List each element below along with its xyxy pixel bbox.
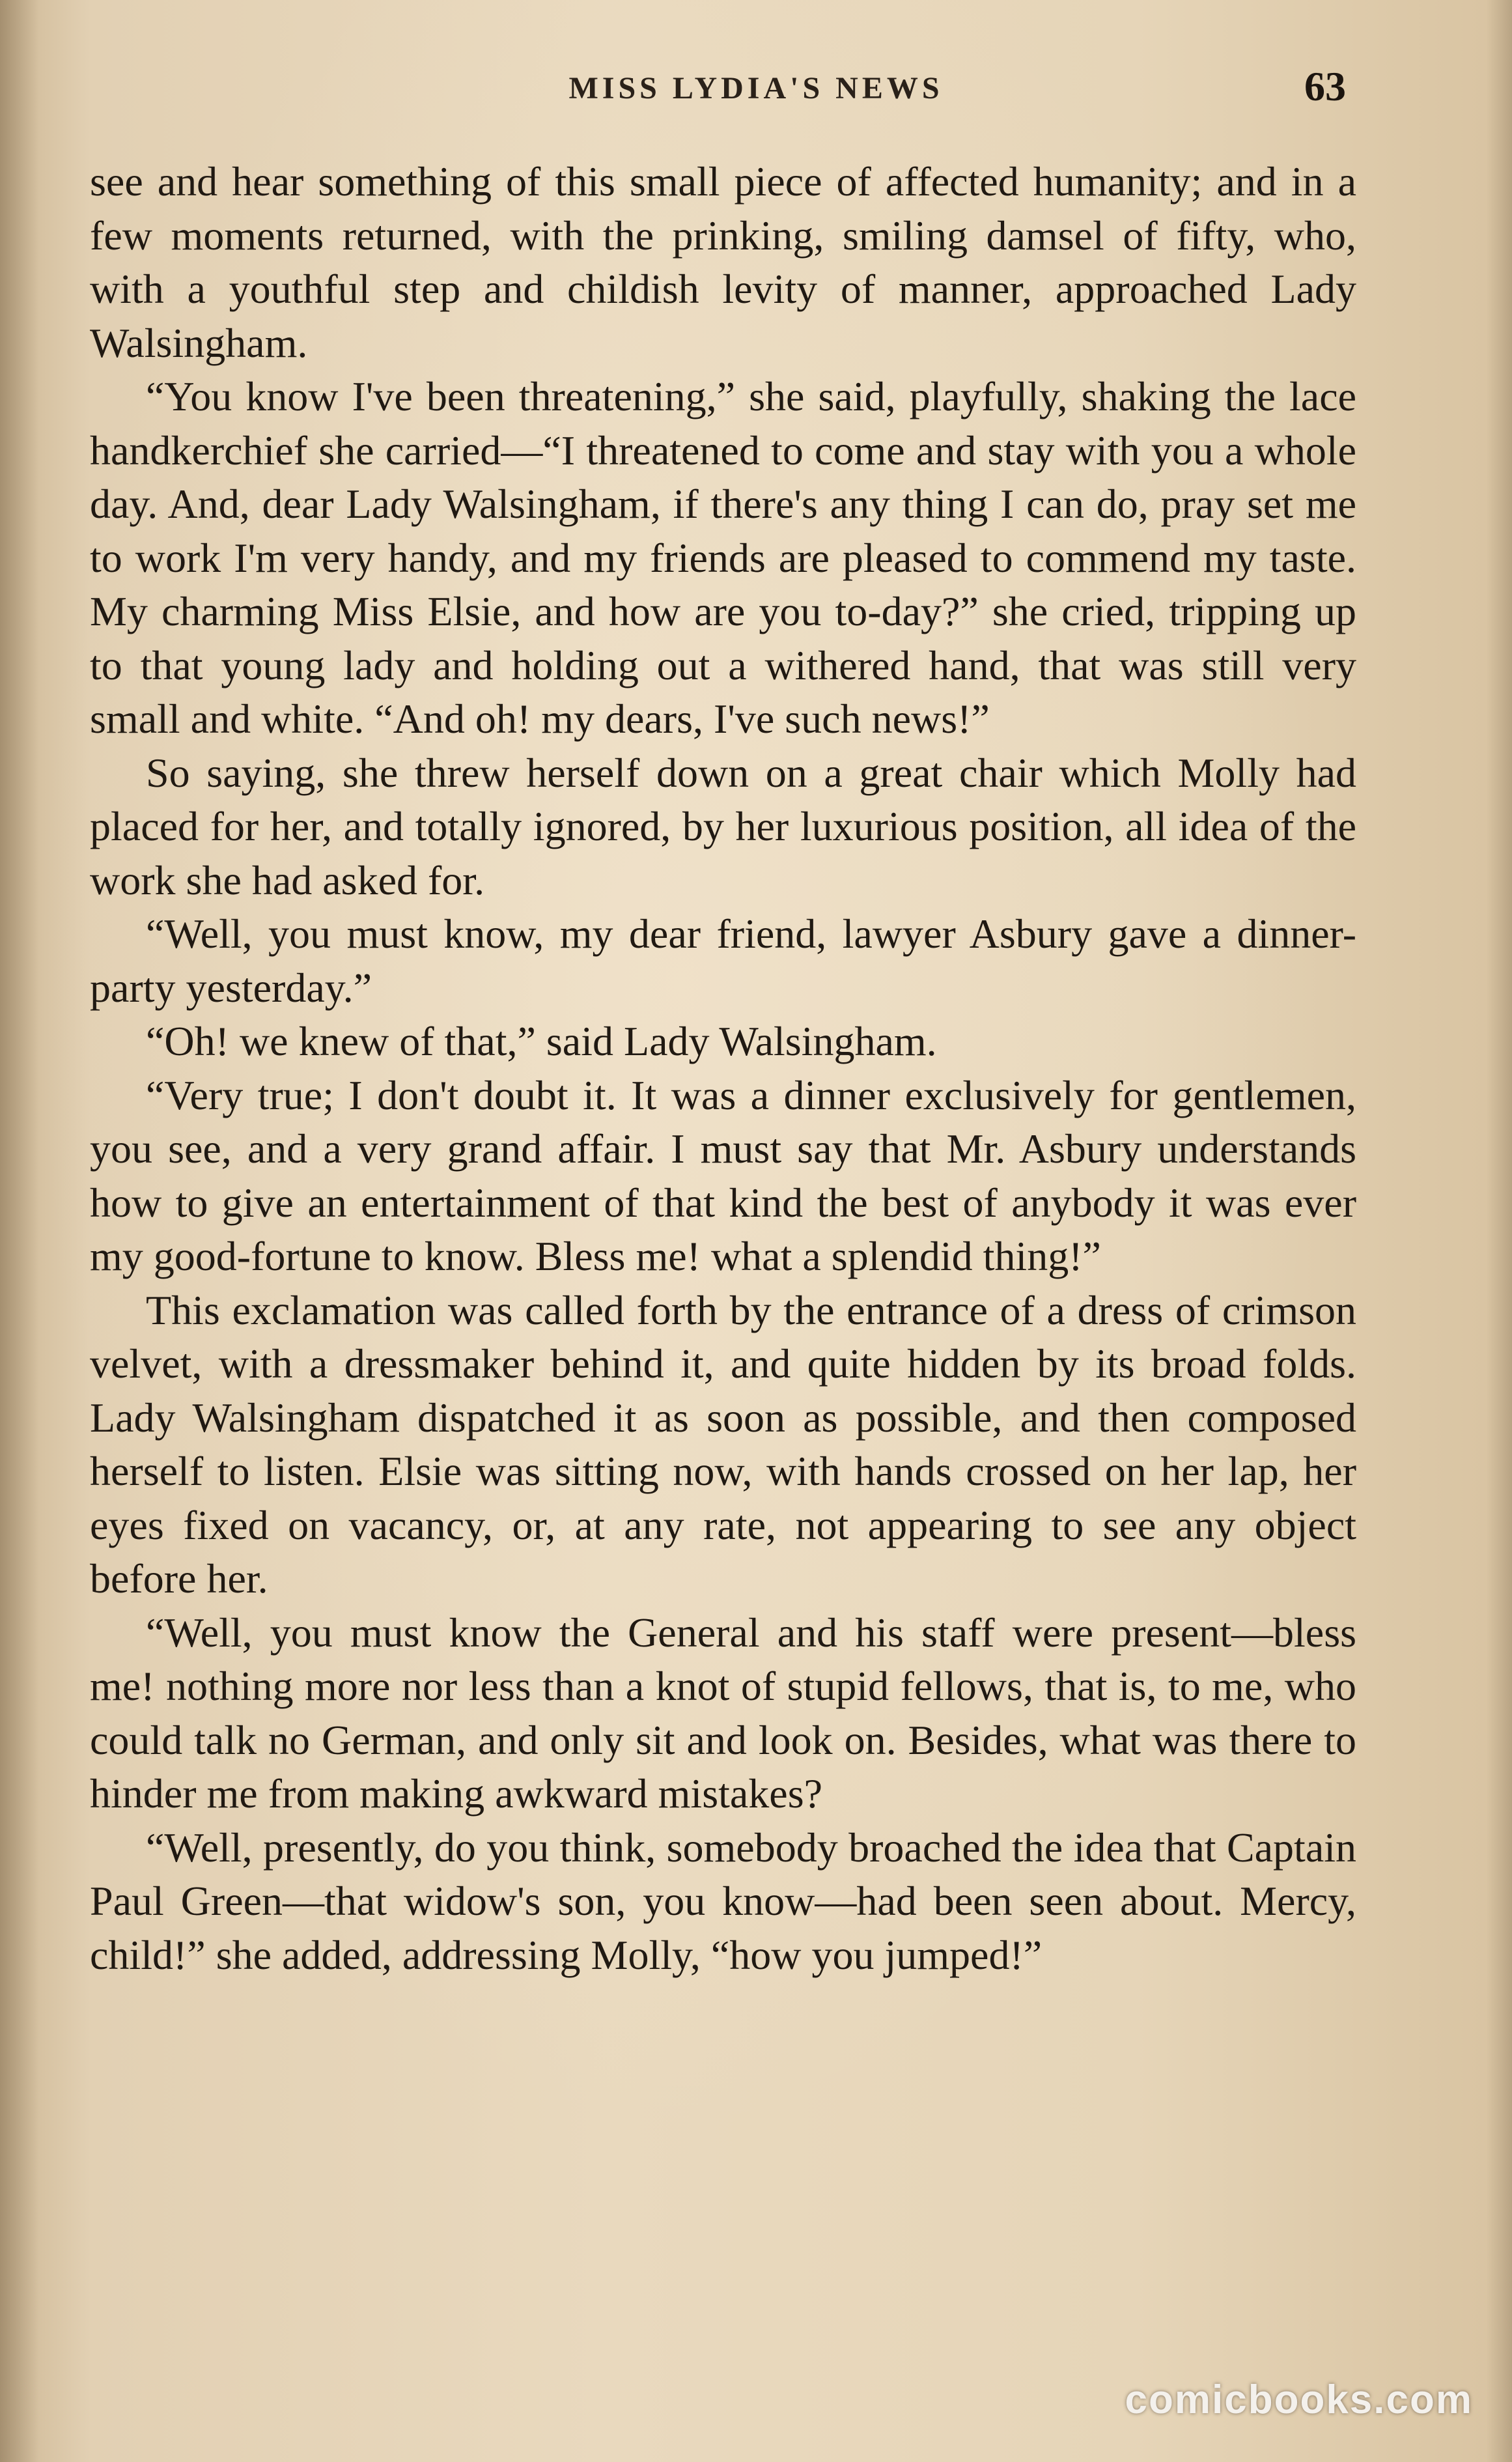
page-number: 63 bbox=[1304, 63, 1346, 109]
page-edge-shadow-right bbox=[1486, 0, 1512, 2462]
watermark: comicbooks.com bbox=[1125, 2377, 1473, 2422]
paragraph: “Well, presently, do you think, somebody broached the idea that Captain Paul Green—that widow's son, you know—had been seen about. Mercy, child!” she added, addressing Molly, “how you jumped!” bbox=[90, 1824, 1356, 1978]
paragraph: “Well, you must know the General and his staff were present—bless me! nothing more nor less than a knot of stupid fellows, that is, to me, who could talk no German, and only sit and look on. Besides, what was there to hinder me from making awkward mistakes? bbox=[90, 1609, 1356, 1817]
paragraph: This exclamation was called forth by the entrance of a dress of crimson velvet, with a dressmaker behind it, and quite hidden by its broad folds. Lady Walsingham dispatched it as soon as possible, and then composed herself to listen. Elsie was sitting now, with hands crossed on her lap, her eyes fixed on vacancy, or, at any rate, not appearing to see any object before her. bbox=[90, 1286, 1356, 1602]
paragraph: see and hear something of this small piece of affected humanity; and in a few moments returned, with the prinking, smiling damsel of fifty, who, with a youthful step and childish levity of manner, approached Lady Walsingham. bbox=[90, 158, 1356, 366]
paragraph: So saying, she threw herself down on a great chair which Molly had placed for her, and totally ignored, by her luxurious position, all idea of the work she had asked for. bbox=[90, 749, 1356, 903]
paragraph: “You know I've been threatening,” she said, playfully, shaking the lace handkerchief she carried—“I threatened to come and stay with you a whole day. And, dear Lady Walsingham, if there's any thing I can do, pray set me to work I'm very handy, and my friends are pleased to commend my taste. My charming Miss Elsie, and how are you to-day?” she cried, tripping up to that young lady and holding out a withered hand, that was still very small and white. “And oh! my dears, I've such news!” bbox=[90, 373, 1356, 742]
body-text bbox=[90, 155, 1356, 1982]
page-edge-shadow-left bbox=[0, 0, 39, 2462]
paragraph: “Well, you must know, my dear friend, lawyer Asbury gave a dinner-party yesterday.” bbox=[90, 911, 1356, 1011]
running-head: MISS LYDIA'S NEWS bbox=[568, 71, 944, 106]
paragraph: “Oh! we knew of that,” said Lady Walsingham. bbox=[146, 1018, 937, 1064]
paragraph: “Very true; I don't doubt it. It was a dinner exclusively for gentlemen, you see, and a very grand affair. I must say that Mr. Asbury understands how to give an entertainment of that kind the best of anybody it was ever my good-fortune to know. Bless me! what a splendid thing!” bbox=[90, 1071, 1356, 1279]
